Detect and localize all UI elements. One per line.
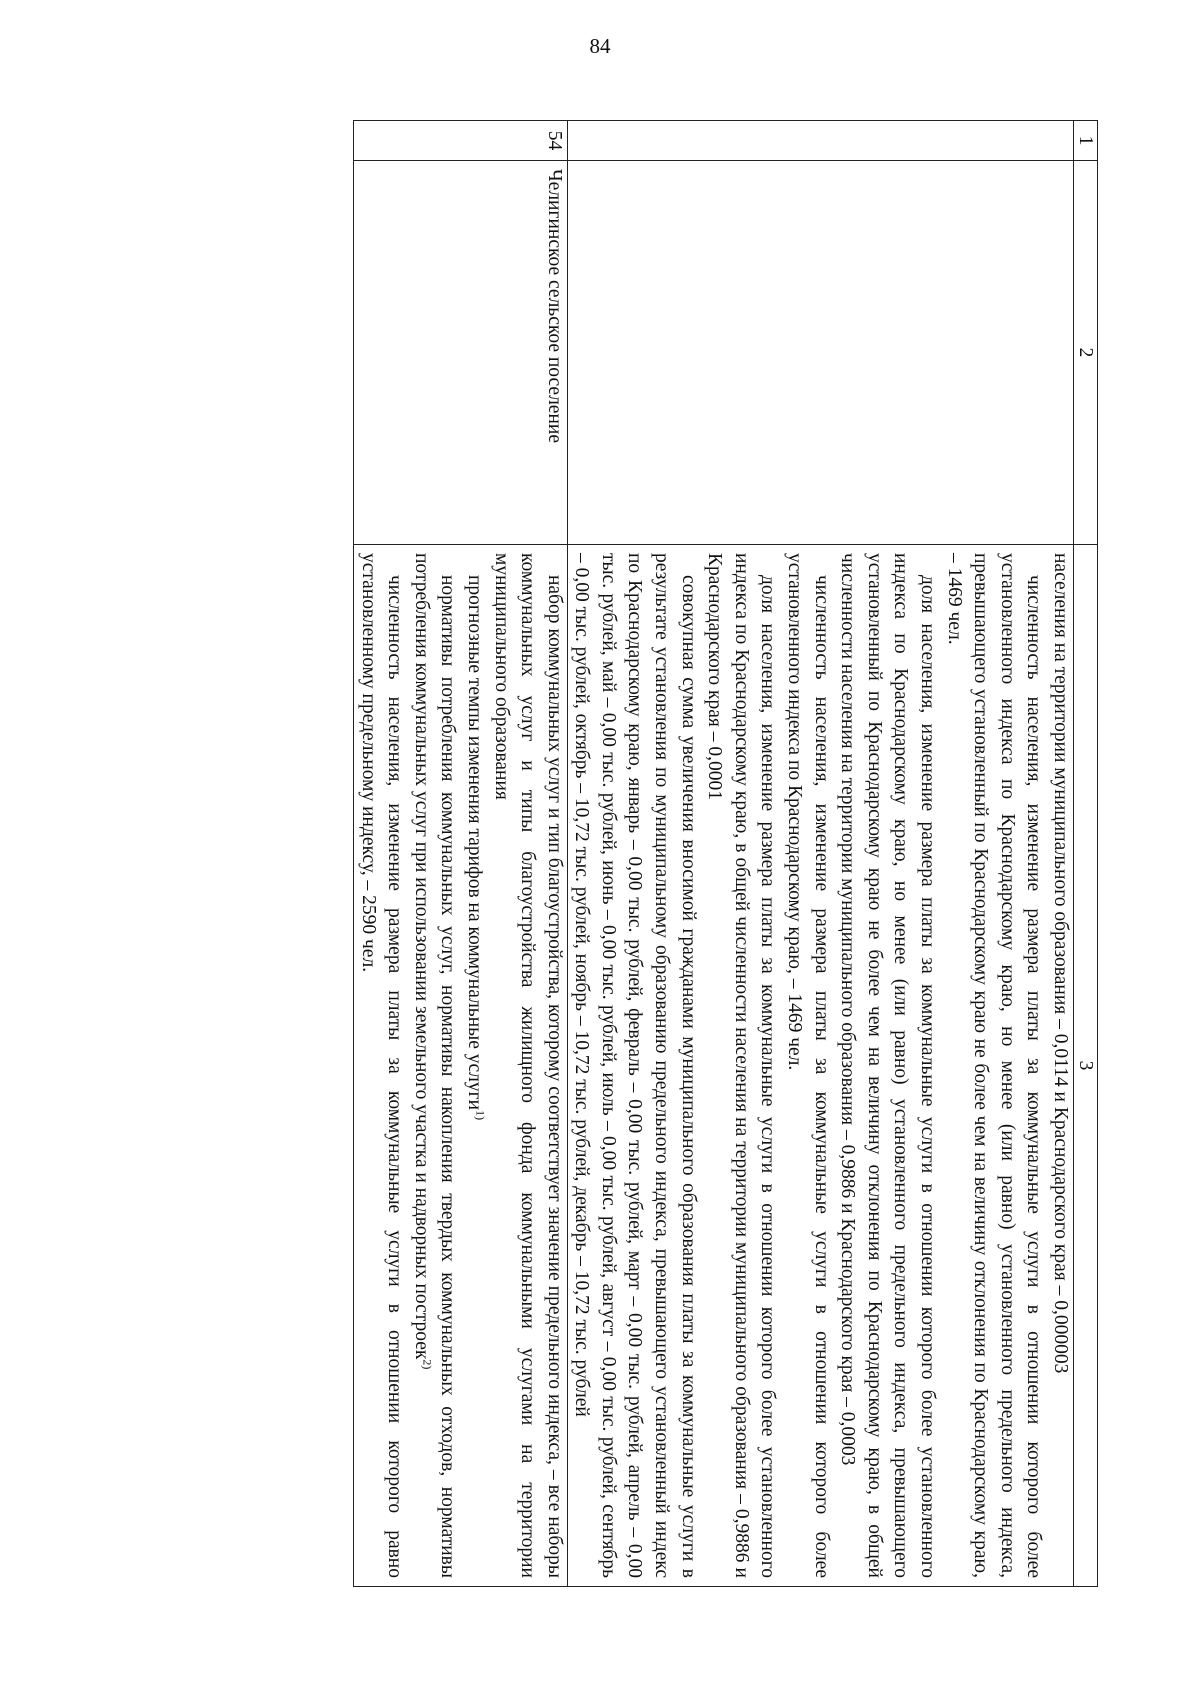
table-header-row: [1074, 121, 1098, 1587]
paragraph: [460, 553, 487, 1578]
paragraph: численность населения, изменение размера платы за коммунальные услуги в отношении которого более установленного индекса по Краснодарскому краю, – 1469 чел.: [784, 553, 832, 1578]
paragraph-text: нормативы потребления коммунальных услуг, нормативы накопления твердых коммунальных отходов, нормативы потребления коммунальных услуг при использовании земельного участка и надворных построек: [410, 553, 459, 1578]
header-col-2: 2: [1074, 161, 1098, 545]
footnote-ref: 2): [420, 1359, 435, 1370]
paragraph: совокупная сумма увеличения вносимой гражданами муниципального образования платы за коммунальные услуги в результате установления по муниципальному образованию предельного индекса, превышающего установленный индекс по Краснодарскому краю, январь – 0,00 тыс. рублей, февраль – 0,00 тыс. рублей, март – 0,00 тыс. рублей, апрель – 0,00 тыс. рублей, май – 0,00 тыс. рублей, июнь – 0,00 тыс. рублей, июль – 0,00 тыс. рублей, август – 0,00 тыс. рублей, сентябрь – 0,00 тыс. рублей, октябрь – 10,72 тыс. рублей, ноябрь – 10,72 тыс. рублей, декабрь – 10,72 тыс. рублей: [571, 553, 699, 1578]
footnote-ref: 1): [473, 1110, 488, 1121]
rotated-table-container: [198, 120, 1098, 1586]
paragraph: [407, 553, 460, 1578]
paragraph: набор коммунальных услуг и тип благоустройства, которому соответствует значение предельного индекса, – все наборы коммунальных услуг и типы благоустройства жилищного фонда коммунальными услугами на территории муниципального образования: [490, 553, 565, 1578]
tariff-index-table: [353, 120, 1098, 1587]
paragraph: доля населения, изменение размера платы за коммунальные услуги в отношении которого более установленного индекса по Краснодарскому краю, но менее (или равно) установленного предельного индекса, превышающего установленный по Краснодарскому краю не более чем на величину отклонения по Краснодарскому краю, в общей численности населения на территории муниципального образования – 0,9886 и Краснодарского края – 0,0003: [837, 553, 939, 1578]
continued-row-details: [567, 545, 1073, 1587]
continued-row-name: [567, 161, 1073, 545]
paragraph: численность населения, изменение размера платы за коммунальные услуги в отношении которого равно установленному предельному индексу, – 2590 чел.: [357, 553, 406, 1578]
paragraph: доля населения, изменение размера платы за коммунальные услуги в отношении которого более установленного индекса по Краснодарскому краю, в общей численности населения на территории муниципального образования – 0,9886 и Краснодарского края – 0,0001: [704, 553, 779, 1578]
header-col-1: 1: [1074, 121, 1098, 161]
paragraph-text: прогнозные темпы изменения тарифов на коммунальные услуги: [463, 575, 485, 1111]
continued-row: [567, 121, 1073, 1587]
paragraph: численность населения, изменение размера платы за коммунальные услуги в отношении которого более установленного индекса по Краснодарскому краю, но менее (или равно) установленного предельного индекса, превышающего установленный по Краснодарскому краю не более чем на величину отклонения по Краснодарскому краю, – 1469 чел.: [943, 553, 1045, 1578]
row-54-details: [353, 545, 567, 1587]
page-number: 84: [589, 34, 611, 58]
paragraph: населения на территории муниципального образования – 0,0114 и Краснодарского края – 0,000003: [1050, 553, 1071, 1374]
continued-row-number: [567, 121, 1073, 161]
header-col-3: 3: [1074, 545, 1098, 1587]
row-number: 54: [353, 121, 567, 161]
row-54: [353, 121, 567, 1587]
municipality-name: Челигинское сельское поселение: [353, 161, 567, 545]
